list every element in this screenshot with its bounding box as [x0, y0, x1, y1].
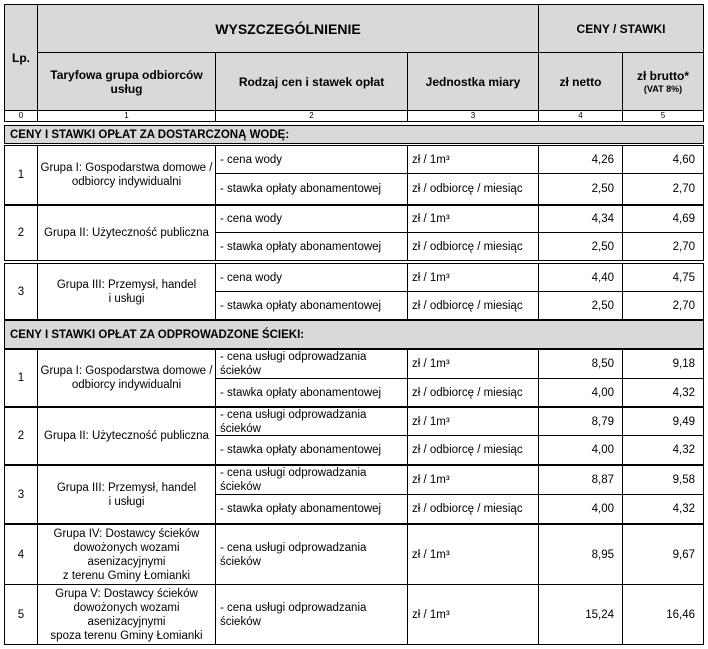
section-sewage-title: CENY I STAWKI OPŁAT ZA ODPROWADZONE ŚCIEKI: — [4, 320, 704, 349]
sewage-g3-r1-type: - cena usługi odprowadzania ścieków — [215, 465, 408, 495]
index-1: 1 — [37, 110, 216, 122]
water-g2-r1-type: - cena wody — [215, 205, 408, 233]
sewage-g5-lp: 5 — [4, 584, 38, 645]
sewage-g5-r1-net: 15,24 — [538, 584, 623, 645]
sewage-g2-r1-net: 8,79 — [538, 407, 623, 436]
sewage-g3-r2-unit: zł / odbiorcę / miesiąc — [407, 494, 539, 524]
sewage-g3-r2-gross: 4,32 — [622, 494, 704, 524]
sewage-g2-r2-gross: 4,32 — [622, 435, 704, 465]
water-g3-r1-gross: 4,75 — [622, 263, 704, 292]
index-4: 4 — [538, 110, 623, 122]
water-g3-r1-net: 4,40 — [538, 263, 623, 292]
header-col5-note: (VAT 8%) — [643, 83, 683, 94]
water-g1-r2-gross: 2,70 — [622, 173, 704, 205]
sewage-g2-r1-gross: 9,49 — [622, 407, 704, 436]
sewage-g2-name: Grupa II: Użyteczność publiczna — [37, 407, 216, 465]
header-col5-label: zł brutto* — [637, 68, 689, 83]
water-g3-r2-net: 2,50 — [538, 291, 623, 320]
water-g2-lp: 2 — [4, 205, 38, 261]
water-g2-r1-unit: zł / 1m³ — [407, 205, 539, 233]
index-3: 3 — [407, 110, 539, 122]
sewage-g1-lp: 1 — [4, 349, 38, 407]
sewage-g3-r2-type: - stawka opłaty abonamentowej — [215, 494, 408, 524]
water-g2-r2-type: - stawka opłaty abonamentowej — [215, 232, 408, 261]
index-2: 2 — [215, 110, 408, 122]
header-col2: Rodzaj cen i stawek opłat — [215, 52, 408, 111]
sewage-g1-r2-type: - stawka opłaty abonamentowej — [215, 378, 408, 407]
sewage-g4-lp: 4 — [4, 524, 38, 585]
water-g1-name: Grupa I: Gospodarstwa domowe / odbiorcy indywidualni — [37, 145, 216, 205]
water-g3-r2-gross: 2,70 — [622, 291, 704, 320]
index-5: 5 — [622, 110, 704, 122]
sewage-g1-r1-net: 8,50 — [538, 349, 623, 379]
sewage-g2-lp: 2 — [4, 407, 38, 465]
header-col1: Taryfowa grupa odbiorców usług — [37, 52, 216, 111]
sewage-g5-r1-gross: 16,46 — [622, 584, 704, 645]
sewage-g2-r1-type: - cena usługi odprowadzania ścieków — [215, 407, 408, 436]
water-g2-name: Grupa II: Użyteczność publiczna — [37, 205, 216, 261]
header-wyszczegolnienie: WYSZCZEGÓLNIENIE — [37, 4, 539, 53]
sewage-g3-r1-gross: 9,58 — [622, 465, 704, 495]
sewage-g3-r2-net: 4,00 — [538, 494, 623, 524]
sewage-g2-r2-type: - stawka opłaty abonamentowej — [215, 435, 408, 465]
sewage-g1-name: Grupa I: Gospodarstwa domowe / odbiorcy indywidualni — [37, 349, 216, 407]
header-col3: Jednostka miary — [407, 52, 539, 111]
water-g1-r2-unit: zł / odbiorcę / miesiąc — [407, 173, 539, 205]
sewage-g3-lp: 3 — [4, 465, 38, 524]
section-water-title: CENY I STAWKI OPŁAT ZA DOSTARCZONĄ WODĘ: — [4, 125, 704, 144]
sewage-g3-name: Grupa III: Przemysł, handel i usługi — [37, 465, 216, 524]
water-g2-r1-net: 4,34 — [538, 205, 623, 233]
sewage-g1-r2-gross: 4,32 — [622, 378, 704, 407]
water-g1-r1-unit: zł / 1m³ — [407, 145, 539, 174]
sewage-g1-r2-unit: zł / odbiorcę / miesiąc — [407, 378, 539, 407]
sewage-g2-r2-net: 4,00 — [538, 435, 623, 465]
sewage-g5-name: Grupa V: Dostawcy ścieków dowożonych wozami asenizacyjnymi spoza terenu Gminy Łomianki — [37, 584, 216, 645]
water-g3-lp: 3 — [4, 263, 38, 320]
water-g2-r2-gross: 2,70 — [622, 232, 704, 261]
water-g3-r1-unit: zł / 1m³ — [407, 263, 539, 292]
index-0: 0 — [4, 110, 38, 122]
sewage-g2-r2-unit: zł / odbiorcę / miesiąc — [407, 435, 539, 465]
sewage-g5-r1-unit: zł / 1m³ — [407, 584, 539, 645]
sewage-g4-r1-gross: 9,67 — [622, 524, 704, 585]
header-ceny-stawki: CENY / STAWKI — [538, 4, 704, 53]
sewage-g3-r1-unit: zł / 1m³ — [407, 465, 539, 495]
sewage-g1-r1-gross: 9,18 — [622, 349, 704, 379]
water-g1-r2-type: - stawka opłaty abonamentowej — [215, 173, 408, 205]
sewage-g4-r1-net: 8,95 — [538, 524, 623, 585]
sewage-g1-r1-unit: zł / 1m³ — [407, 349, 539, 379]
header-col4: zł netto — [538, 52, 623, 111]
water-g3-r1-type: - cena wody — [215, 263, 408, 292]
water-g2-r1-gross: 4,69 — [622, 205, 704, 233]
water-g3-r2-type: - stawka opłaty abonamentowej — [215, 291, 408, 320]
water-g3-r2-unit: zł / odbiorcę / miesiąc — [407, 291, 539, 320]
header-lp: Lp. — [4, 4, 38, 111]
water-g1-lp: 1 — [4, 145, 38, 205]
sewage-g4-r1-unit: zł / 1m³ — [407, 524, 539, 585]
water-g1-r2-net: 2,50 — [538, 173, 623, 205]
water-g2-r2-net: 2,50 — [538, 232, 623, 261]
sewage-g2-r1-unit: zł / 1m³ — [407, 407, 539, 436]
water-g1-r1-gross: 4,60 — [622, 145, 704, 174]
water-g3-name: Grupa III: Przemysł, handel i usługi — [37, 263, 216, 320]
water-g1-r1-net: 4,26 — [538, 145, 623, 174]
sewage-g4-name: Grupa IV: Dostawcy ścieków dowożonych wozami asenizacyjnymi z terenu Gminy Łomianki — [37, 524, 216, 585]
header-col5 — [622, 52, 704, 111]
sewage-g1-r2-net: 4,00 — [538, 378, 623, 407]
sewage-g4-r1-type: - cena usługi odprowadzania ścieków — [215, 524, 408, 585]
sewage-g3-r1-net: 8,87 — [538, 465, 623, 495]
water-g1-r1-type: - cena wody — [215, 145, 408, 174]
water-g2-r2-unit: zł / odbiorcę / miesiąc — [407, 232, 539, 261]
sewage-g5-r1-type: - cena usługi odprowadzania ścieków — [215, 584, 408, 645]
sewage-g1-r1-type: - cena usługi odprowadzania ścieków — [215, 349, 408, 379]
